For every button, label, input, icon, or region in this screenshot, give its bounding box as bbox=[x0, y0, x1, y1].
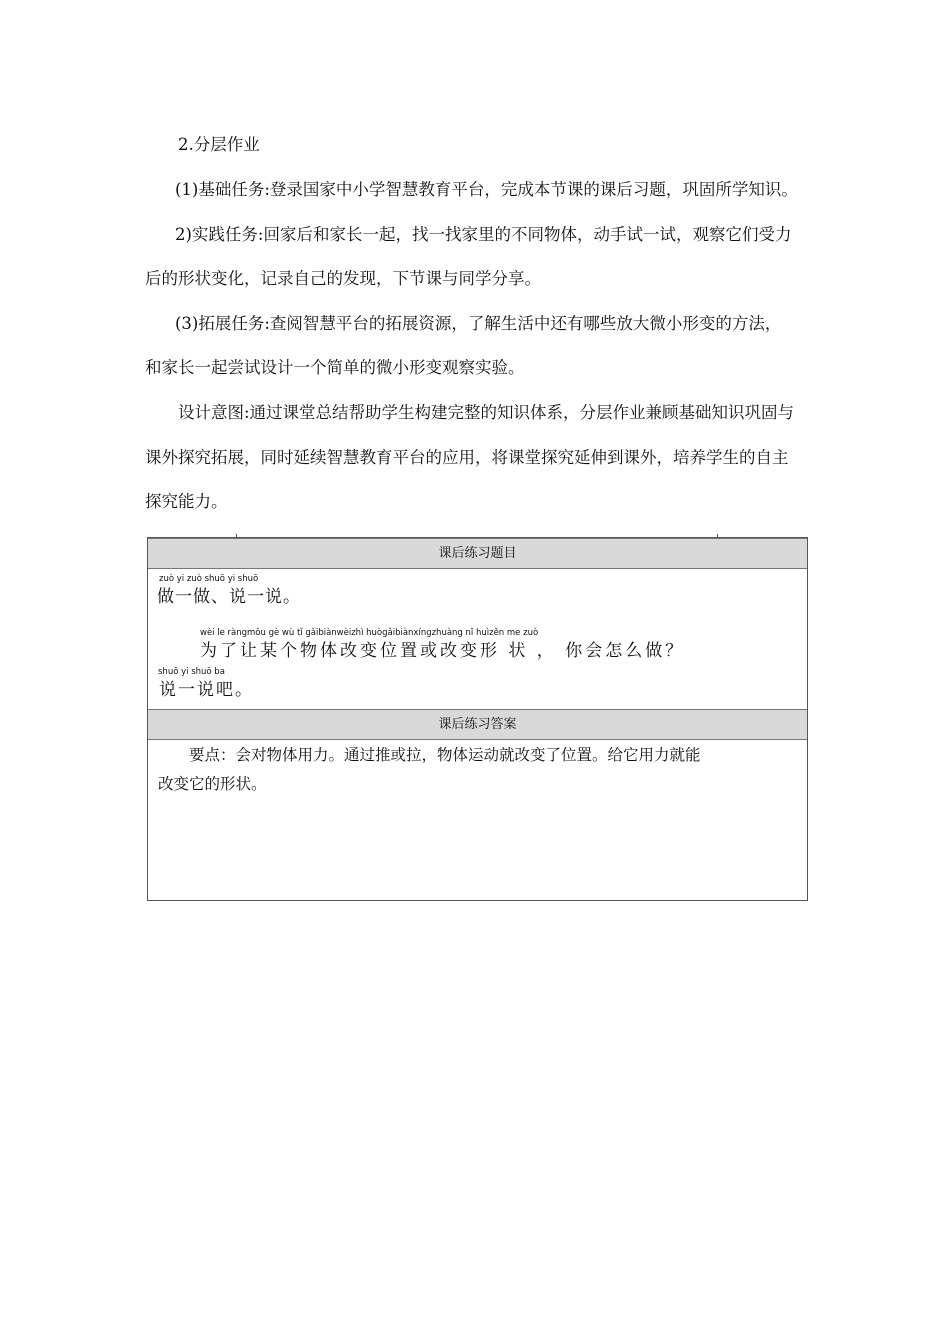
task-extension: (3)拓展任务:查阅智慧平台的拓展资源，了解生活中还有哪些放大微小形变的方法， bbox=[175, 314, 782, 333]
exercise-header: 课后练习题目 bbox=[148, 538, 807, 569]
answer-line-1: 要点：会对物体用力。通过推或拉，物体运动就改变了位置。给它用力就能 bbox=[158, 746, 701, 764]
answer-line-2: 改变它的形状。 bbox=[158, 775, 267, 793]
question-title: 做一做、说一说。 bbox=[157, 587, 301, 607]
answer-text bbox=[158, 741, 803, 799]
task-practice-cont: 后的形状变化，记录自己的发现，下节课与同学分享。 bbox=[145, 269, 541, 288]
pinyin-line-3: shuō yi shuō ba bbox=[158, 667, 225, 677]
answer-header: 课后练习答案 bbox=[148, 709, 807, 740]
exercise-table bbox=[147, 537, 808, 901]
question-prompt: 说一说吧。 bbox=[159, 680, 254, 700]
pinyin-line-1: zuò yi zuò shuō yi shuō bbox=[159, 574, 259, 584]
pinyin-line-2: wèi le ràngmǒu gè wù tǐ gǎibiànwèizhì huògǎibiànxíngzhuàng nǐ huìzěn me zuò bbox=[200, 628, 539, 638]
question-body: 为了让某个物体改变位置或改变形 状 ， 你会怎么做？ bbox=[200, 641, 686, 661]
task-extension-cont: 和家长一起尝试设计一个简单的微小形变观察实验。 bbox=[145, 358, 525, 377]
design-intent-cont: 课外探究拓展，同时延续智慧教育平台的应用，将课堂探究延伸到课外，培养学生的自主 bbox=[145, 448, 789, 467]
task-practice: 2)实践任务:回家后和家长一起，找一找家里的不同物体，动手试一试，观察它们受力 bbox=[175, 225, 792, 244]
design-intent: 设计意图:通过课堂总结帮助学生构建完整的知识体系，分层作业兼顾基础知识巩固与 bbox=[178, 403, 795, 422]
task-basic: (1)基础任务:登录国家中小学智慧教育平台，完成本节课的课后习题，巩固所学知识。 bbox=[175, 180, 798, 199]
section-title: 2.分层作业 bbox=[178, 135, 260, 154]
design-intent-end: 探究能力。 bbox=[145, 492, 228, 511]
